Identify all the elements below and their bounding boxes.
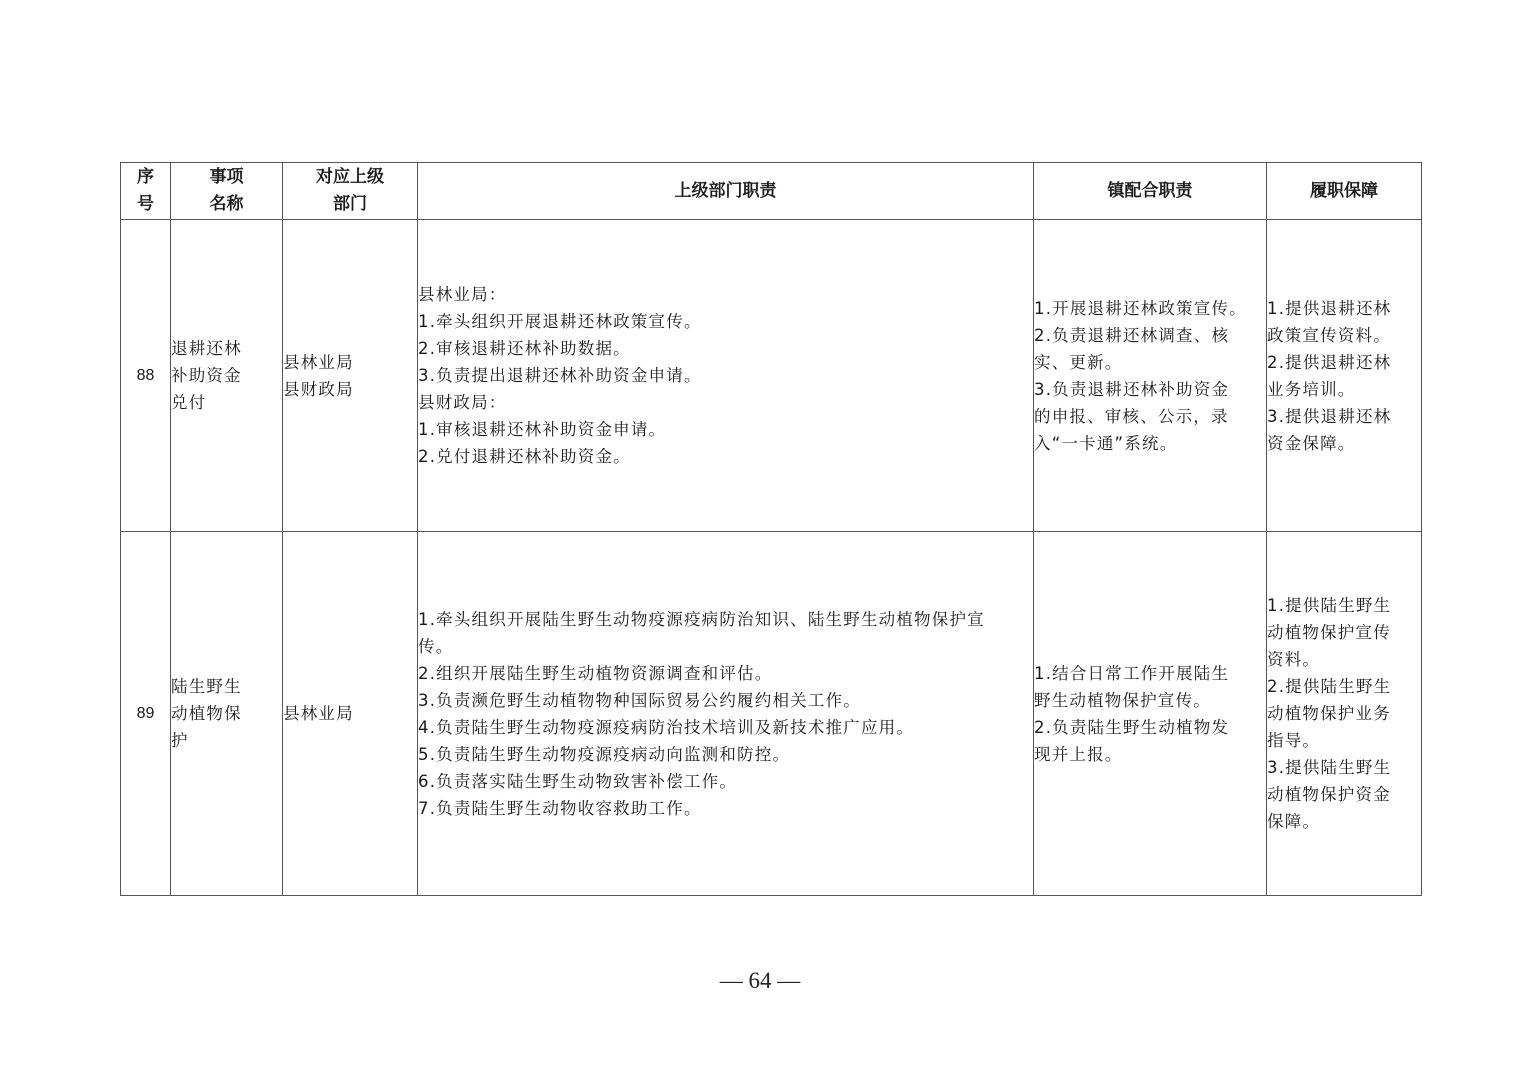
table-row [121,220,1422,532]
header-seq: 序 号 [121,163,171,220]
header-item-name: 事项 名称 [171,163,283,220]
page-number: — 64 — [719,968,801,993]
duty-table [120,162,1422,896]
row-upper-duty: 1.牵头组织开展陆生野生动物疫源疫病防治知识、陆生野生动植物保护宣 传。 2.组织开展陆生野生动植物资源调查和评估。 3.负责濒危野生动植物物种国际贸易公约履约相关工作。 4.负责陆生野生动物疫源疫病防治技术培训及新技术推广应用。 5.负责陆生野生动物疫源疫病动向监测和防控。 6.负责落实陆生野生动物致害补偿工作。 7.负责陆生野生动物收容救助工作。 [418,532,1034,896]
row-seq: 89 [121,532,171,896]
row-guarantee: 1.提供陆生野生 动植物保护宣传 资料。 2.提供陆生野生 动植物保护业务 指导。 3.提供陆生野生 动植物保护资金 保障。 [1267,532,1422,896]
row-town-duty: 1.开展退耕还林政策宣传。 2.负责退耕还林调查、核 实、更新。 3.负责退耕还林补助资金 的申报、审核、公示，录 入“一卡通”系统。 [1034,220,1267,532]
header-upper-dept: 对应上级 部门 [283,163,418,220]
header-town-duty: 镇配合职责 [1034,163,1267,220]
row-guarantee: 1.提供退耕还林 政策宣传资料。 2.提供退耕还林 业务培训。 3.提供退耕还林 资金保障。 [1267,220,1422,532]
row-item-name: 退耕还林 补助资金 兑付 [171,220,283,532]
header-upper-duty: 上级部门职责 [418,163,1034,220]
row-upper-dept: 县林业局 县财政局 [283,220,418,532]
header-guarantee: 履职保障 [1267,163,1422,220]
row-town-duty: 1.结合日常工作开展陆生 野生动植物保护宣传。 2.负责陆生野生动植物发 现并上报。 [1034,532,1267,896]
table-header-row [121,163,1422,220]
table-row [121,532,1422,896]
row-upper-duty: 县林业局： 1.牵头组织开展退耕还林政策宣传。 2.审核退耕还林补助数据。 3.负责提出退耕还林补助资金申请。 县财政局： 1.审核退耕还林补助资金申请。 2.兑付退耕还林补助资金。 [418,220,1034,532]
row-seq: 88 [121,220,171,532]
row-upper-dept: 县林业局 [283,532,418,896]
row-item-name: 陆生野生 动植物保 护 [171,532,283,896]
